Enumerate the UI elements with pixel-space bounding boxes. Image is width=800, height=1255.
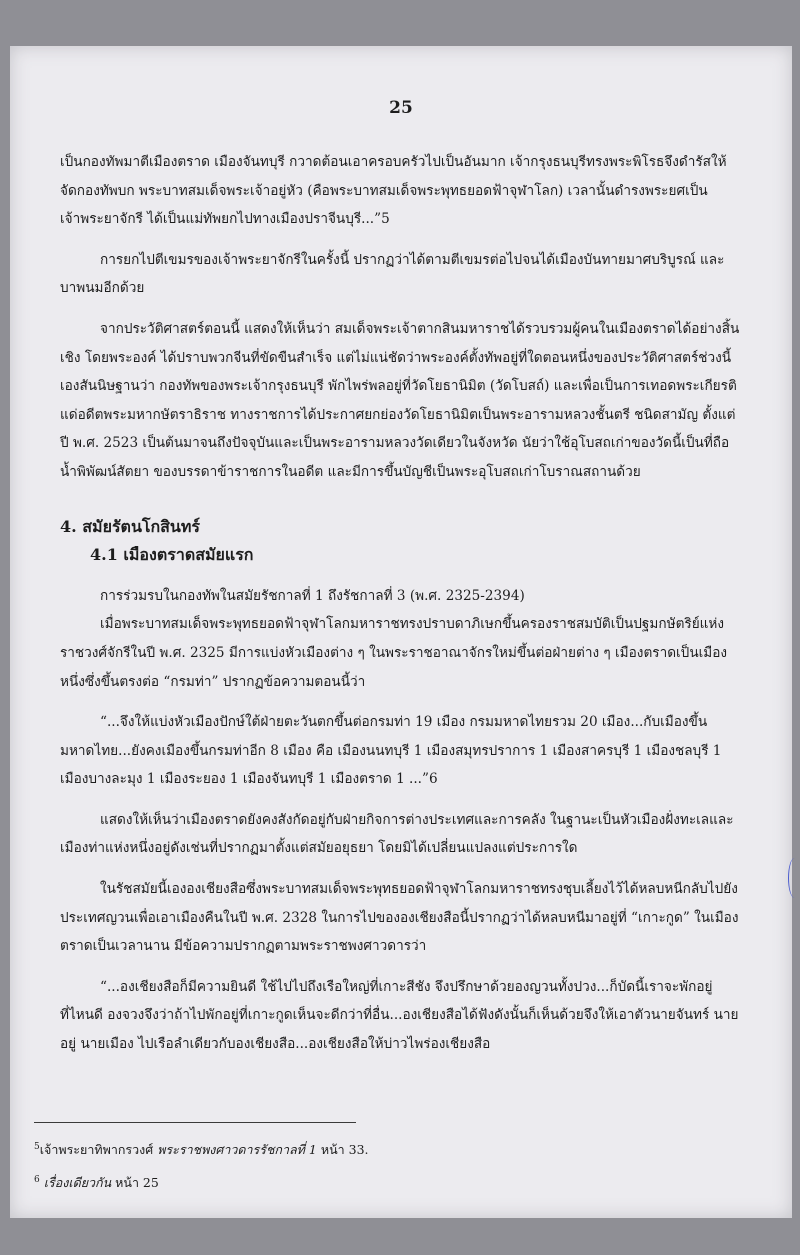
document-page	[10, 46, 792, 1218]
page-number: 25	[389, 98, 413, 118]
paragraph: การร่วมรบในกองทัพในสมัยรัชกาลที่ 1 ถึงรัชกาลที่ 3 (พ.ศ. 2325-2394)	[100, 587, 525, 604]
footnote-page: หน้า 33.	[320, 1142, 369, 1158]
paragraph: ในรัชสมัยนี้เององเชียงสือซึ่งพระบาทสมเด็จพระพุทธยอดฟ้าจุฬาโลกมหาราชทรงชุบเลี้ยงไว้ได้หลบหนีกลับไปยังประเทศญวนเพื่อเอาเมืองคืนในปี พ.ศ. 2328 ในการไปขององเชียงสือนี้ปรากฏว่าได้หลบหนีมาอยู่ที่ “เกาะกูด” ในเมืองตราดเป็นเวลานาน มีข้อความปรากฏตามพระราชพงศาวดารว่า	[60, 881, 739, 955]
footnote	[34, 1132, 734, 1165]
footnotes	[34, 1132, 734, 1198]
footnote-divider	[34, 1122, 356, 1123]
subsection-heading: 4.1 เมืองตราดสมัยแรก	[90, 545, 254, 565]
paragraph: การยกไปตีเขมรของเจ้าพระยาจักรีในครั้งนี้ ปรากฏว่าได้ตามตีเขมรต่อไปจนได้เมืองบันทายมาศบริบูรณ์ และบาพนมอีกด้วย	[60, 251, 725, 297]
paragraph: เมื่อพระบาทสมเด็จพระพุทธยอดฟ้าจุฬาโลกมหาราชทรงปราบดาภิเษกขึ้นครองราชสมบัติเป็นปฐมกษัตริย์แห่งราชวงศ์จักรีในปี พ.ศ. 2325 มีการแบ่งหัวเมืองต่าง ๆ ในพระราชอาณาจักรใหม่ขึ้นต่อฝ่ายต่าง ๆ เมืองตราดเป็นเมืองหนึ่งซึ่งขึ้นตรงต่อ “กรมท่า” ปรากฏข้อความตอนนี้ว่า	[60, 616, 728, 690]
paragraph: แสดงให้เห็นว่าเมืองตราดยังคงสังกัดอยู่กับฝ่ายกิจการต่างประเทศและการคลัง ในฐานะเป็นหัวเมืองฝั่งทะเลและเมืองท่าแห่งหนึ่งอยู่ดังเช่นที่ปรากฏมาตั้งแต่สมัยอยุธยา โดยมิได้เปลี่ยนแปลงแต่ประการใด	[60, 811, 734, 857]
paragraph: จากประวัติศาสตร์ตอนนี้ แสดงให้เห็นว่า สมเด็จพระเจ้าตากสินมหาราชได้รวบรวมผู้คนในเมืองตราดได้อย่างสิ้นเชิง โดยพระองค์ ได้ปราบพวกจีนที่ขัดขืนสำเร็จ แต่ไม่แน่ชัดว่าพระองค์ตั้งทัพอยู่ที่ใดตอนหนึ่งของประวัติศาสตร์ช่วงนี้เองสันนิษฐานว่า กองทัพของพระเจ้ากรุงธนบุรี พักไพร่พลอยู่ที่วัดโยธานิมิต (วัดโบสถ์) และเพื่อเป็นการเทอดพระเกียรติแด่อดีตพระมหากษัตราธิราช ทางราชการได้ประกาศยกย่องวัดโยธานิมิตเป็นพระอารามหลวงชั้นตรี ชนิดสามัญ ตั้งแต่ปี พ.ศ. 2523 เป็นต้นมาจนถึงปัจจุบันและเป็นพระอารามหลวงวัดเดียวในจังหวัด นัยว่าใช้อุโบสถเก่าของวัดนี้เป็นที่ถือน้ำพิพัฒน์สัตยา ของบรรดาข้าราชการในอดีต และมีการขึ้นบัญชีเป็นพระอุโบสถเก่าโบราณสถานด้วย	[60, 320, 740, 480]
footnote-title: พระราชพงศาวดารรัชกาลที่ 1	[157, 1142, 317, 1158]
paragraph: เป็นกองทัพมาตีเมืองตราด เมืองจันทบุรี กวาดต้อนเอาครอบครัวไปเป็นอันมาก เจ้ากรุงธนบุรีทรงพระพิโรธจึงดำรัสให้จัดกองทัพบก พระบาทสมเด็จพระเจ้าอยู่หัว (คือพระบาทสมเด็จพระพุทธยอดฟ้าจุฬาโลก) เวลานั้นดำรงพระยศเป็นเจ้าพระยาจักรี ได้เป็นแม่ทัพยกไปทางเมืองปราจีนบุรี...”5	[60, 154, 727, 228]
page-body	[60, 148, 740, 1059]
footnote-number: 6	[34, 1175, 40, 1186]
footnote-title: เรื่องเดียวกัน	[43, 1175, 112, 1191]
section-heading: 4. สมัยรัตนโกสินทร์	[60, 516, 201, 536]
footnote-number: 5	[34, 1142, 40, 1152]
quotation: “...องเชียงสือก็มีความยินดี ใช้ไปไปถึงเรือใหญ่ที่เกาะสีชัง จึงปรึกษาด้วยองญวนทั้งปวง...ก็บัดนี้เราจะพักอยู่ที่ไหนดี องจวงจึงว่าถ้าไปพักอยู่ที่เกาะกูดเห็นจะดีกว่าที่อื่น...องเชียงสือได้ฟังดังนั้นก็เห็นด้วยจึงให้เอาตัวนายจันทร์ นายอยู่ นายเมือง ไปเรือลำเดียวกับองเชียงสือ...องเชียงสือให้บ่าวไพร่องเชียงสือ	[60, 978, 739, 1053]
quotation: “...จึงให้แบ่งหัวเมืองปักษ์ใต้ฝ่ายตะวันตกขึ้นต่อกรมท่า 19 เมือง กรมมหาดไทยรวม 20 เมือง...กับเมืองขึ้นมหาดไทย...ยังคงเมืองขึ้นกรมท่าอีก 8 เมือง คือ เมืองนนทบุรี 1 เมืองสมุทรปราการ 1 เมืองสาครบุรี 1 เมืองชลบุรี 1 เมืองบางละมุง 1 เมืองระยอง 1 เมืองจันทบุรี 1 เมืองตราด 1 ...”6	[60, 714, 722, 788]
footnote-page: หน้า 25	[115, 1175, 159, 1191]
pen-mark	[788, 858, 800, 898]
footnote	[34, 1165, 734, 1198]
footnote-author: เจ้าพระยาทิพากรวงศ์	[39, 1142, 154, 1158]
